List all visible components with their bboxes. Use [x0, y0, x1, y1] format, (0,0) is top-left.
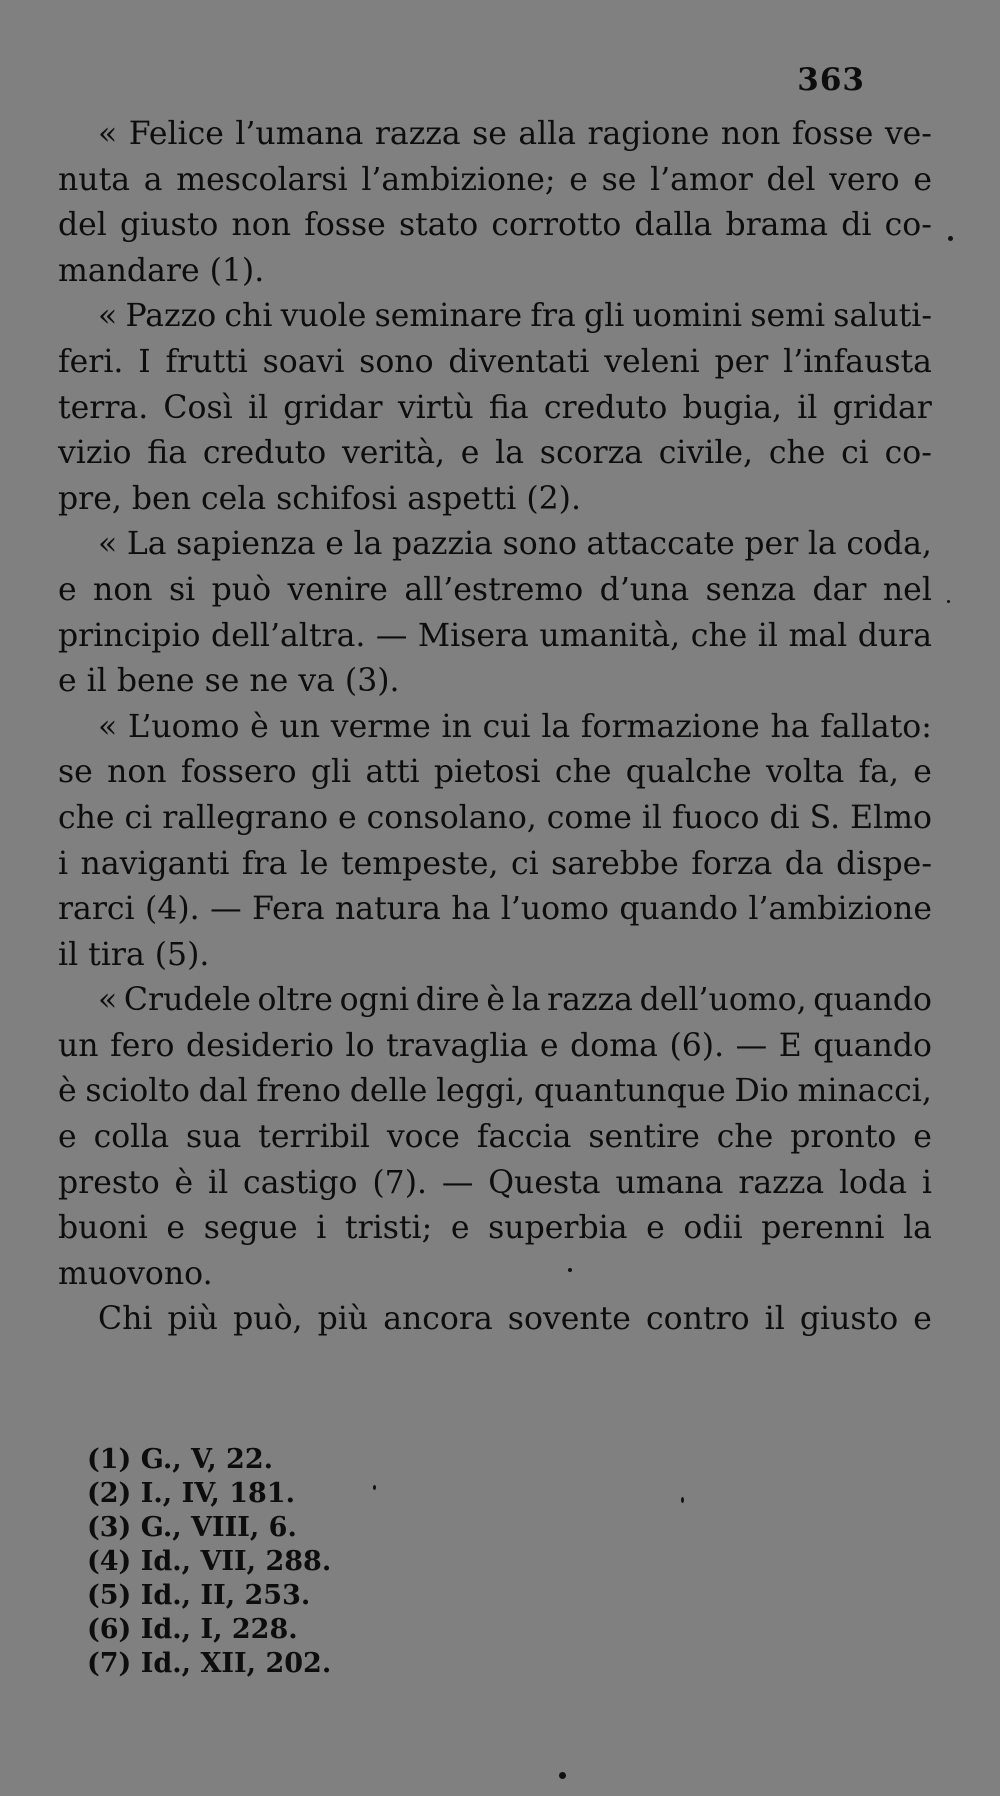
word: è: [486, 982, 505, 1019]
word: non: [231, 207, 292, 244]
word: è: [58, 1073, 77, 1110]
body-text: [58, 112, 932, 1343]
word: l’umana: [235, 116, 364, 152]
text-line: [58, 386, 932, 432]
word: fia: [147, 435, 188, 472]
word: fallato:: [820, 708, 932, 745]
word: presto: [58, 1164, 160, 1201]
scan-speck: [568, 1268, 572, 1272]
text-line: [58, 1297, 932, 1343]
word: Fera: [251, 891, 325, 928]
word: fossero: [180, 754, 297, 791]
word: qualche: [625, 754, 752, 791]
word: e: [460, 435, 480, 472]
word: naviganti: [80, 845, 230, 882]
word: virtù: [397, 389, 474, 426]
word: non: [720, 116, 781, 152]
word: voce: [386, 1119, 460, 1156]
word: uomini: [632, 298, 743, 335]
word: fosse: [791, 116, 874, 152]
word: cui: [482, 708, 531, 745]
word: chi: [224, 298, 273, 335]
word: sono: [359, 343, 434, 380]
word: e: [58, 1119, 77, 1156]
word: E: [778, 1027, 802, 1064]
word: e: [913, 161, 932, 198]
word: —: [441, 1164, 474, 1201]
word: più: [317, 1301, 369, 1338]
text-line: e il bene se ne va (3).: [58, 663, 400, 700]
word: perenni: [761, 1210, 885, 1247]
word: fia: [488, 389, 529, 426]
word: veleni: [604, 343, 700, 380]
word: ragione: [587, 116, 710, 152]
word: fa,: [858, 754, 899, 791]
word: razza: [374, 116, 461, 152]
footnote: (5) Id., II, 253.: [87, 1580, 311, 1611]
word: I: [138, 343, 151, 380]
word: giusto: [120, 207, 219, 244]
text-line: [58, 1024, 932, 1070]
text-line: [58, 705, 932, 751]
text-line: [58, 340, 932, 386]
word: Crudele: [123, 982, 251, 1019]
scan-speck: [559, 1772, 566, 1779]
word: L’uomo: [127, 708, 240, 745]
word: dal: [198, 1073, 248, 1110]
word: atti: [365, 754, 420, 791]
text-line: [58, 1115, 932, 1161]
word: giusto: [799, 1301, 899, 1338]
footnotes: [87, 1443, 331, 1681]
word: razza: [547, 982, 633, 1019]
word: che: [768, 435, 826, 472]
scan-speck: [948, 236, 953, 241]
word: i: [316, 1210, 327, 1247]
text-line: [58, 568, 932, 614]
word: è: [250, 708, 269, 745]
word: nuta: [58, 161, 131, 198]
text-line: [58, 842, 932, 888]
text-line: [58, 294, 932, 340]
word: seminare: [374, 298, 523, 335]
word: Pazzo: [125, 298, 217, 335]
word: Questa: [488, 1164, 601, 1201]
word: odii: [683, 1210, 743, 1247]
word: l’uomo: [500, 891, 609, 928]
word: «: [98, 982, 118, 1019]
word: loda: [838, 1164, 907, 1201]
word: pietosi: [433, 754, 541, 791]
word: che: [58, 799, 115, 836]
word: «: [98, 526, 118, 563]
word: di: [769, 799, 800, 836]
word: Così: [163, 389, 233, 426]
word: il: [641, 799, 662, 836]
word: diventati: [448, 343, 590, 380]
word: gli: [310, 754, 352, 791]
word: creduto: [543, 389, 668, 426]
word: la: [495, 435, 525, 472]
word: umanità,: [539, 617, 681, 654]
word: l’ambizione: [748, 891, 932, 928]
word: dispe-: [836, 845, 932, 882]
word: castigo: [243, 1164, 358, 1201]
text-line: [58, 203, 932, 249]
word: quando: [813, 1027, 932, 1064]
scan-speck: [681, 1497, 684, 1503]
word: la: [511, 982, 541, 1019]
word: fero: [110, 1027, 175, 1064]
word: sovente: [507, 1301, 631, 1338]
word: più: [167, 1301, 219, 1338]
word: soavi: [262, 343, 345, 380]
word: i: [921, 1164, 932, 1201]
word: leggi,: [436, 1073, 526, 1110]
word: ha: [451, 891, 491, 928]
word: la: [541, 708, 571, 745]
text-line: [58, 112, 932, 158]
text-line: [58, 1069, 932, 1115]
word: e: [58, 571, 77, 608]
word: co-: [884, 207, 932, 244]
word: non: [107, 754, 167, 791]
word: —: [735, 1027, 768, 1064]
word: terribil: [258, 1119, 370, 1156]
word: mescolarsi: [176, 161, 348, 198]
word: un: [58, 1027, 99, 1064]
word: travaglia: [386, 1027, 529, 1064]
word: che: [716, 1119, 774, 1156]
word: sono: [502, 526, 577, 563]
word: come: [546, 799, 632, 836]
word: fra: [530, 298, 576, 335]
word: all’estremo: [404, 571, 584, 608]
word: Chi: [98, 1301, 153, 1338]
text-line: [58, 796, 932, 842]
text-line: [58, 1206, 932, 1252]
word: vero: [829, 161, 900, 198]
footnote: (4) Id., VII, 288.: [87, 1546, 332, 1577]
word: in: [441, 708, 472, 745]
word: creduto: [202, 435, 327, 472]
word: il: [247, 389, 269, 426]
word: buoni: [58, 1210, 148, 1247]
word: feri.: [58, 343, 124, 380]
word: frutti: [165, 343, 248, 380]
word: gridar: [832, 389, 932, 426]
word: freno: [256, 1073, 342, 1110]
word: attaccate: [586, 526, 735, 563]
word: l’infausta: [783, 343, 932, 380]
footnote: (1) G., V, 22.: [87, 1444, 274, 1475]
word: il: [208, 1164, 229, 1201]
word: del: [766, 161, 816, 198]
word: natura: [335, 891, 441, 928]
footnote: (3) G., VIII, 6.: [87, 1512, 297, 1543]
word: verità,: [341, 435, 446, 472]
word: l’amor: [650, 161, 753, 198]
word: —: [210, 891, 242, 928]
word: per: [744, 526, 799, 563]
text-line: mandare (1).: [58, 252, 265, 289]
word: e: [325, 526, 344, 563]
text-line: [58, 431, 932, 477]
word: ancora: [383, 1301, 493, 1338]
word: gli: [584, 298, 625, 335]
word: Misera: [417, 617, 529, 654]
word: «: [98, 298, 118, 335]
word: un: [279, 708, 321, 745]
word: minacci,: [797, 1073, 932, 1110]
word: Elmo: [850, 799, 932, 836]
word: segue: [203, 1210, 298, 1247]
page-number: 363: [797, 62, 865, 98]
word: brama: [725, 207, 829, 244]
scan-speck: [373, 1485, 376, 1490]
word: pronto: [790, 1119, 897, 1156]
word: alla: [518, 116, 577, 152]
word: faccia: [476, 1119, 572, 1156]
text-line: muovono.: [58, 1255, 213, 1292]
word: ogni: [339, 982, 410, 1019]
word: e: [646, 1210, 665, 1247]
word: non: [93, 571, 153, 608]
word: «: [98, 708, 118, 745]
word: e: [569, 161, 588, 198]
word: ve-: [884, 116, 932, 152]
word: quando: [619, 891, 739, 928]
word: e: [450, 1210, 470, 1247]
word: sarebbe: [551, 845, 679, 882]
word: dire: [415, 982, 480, 1019]
word: i: [58, 845, 69, 882]
word: è: [174, 1164, 194, 1201]
word: desiderio: [186, 1027, 334, 1064]
word: che: [554, 754, 612, 791]
word: per: [714, 343, 769, 380]
word: del: [58, 207, 107, 244]
word: da: [784, 845, 824, 882]
word: (6).: [669, 1027, 725, 1064]
word: scorza: [539, 435, 643, 472]
word: fuoco: [671, 799, 760, 836]
footnote: (2) I., IV, 181.: [87, 1478, 295, 1509]
word: Felice: [128, 116, 224, 152]
word: (4).: [145, 891, 200, 928]
word: quantunque: [533, 1073, 726, 1110]
word: a: [143, 161, 163, 198]
word: la: [903, 1210, 932, 1247]
word: razza: [738, 1164, 825, 1201]
word: nel: [882, 571, 932, 608]
word: stato: [398, 207, 479, 244]
word: corrotto: [491, 207, 622, 244]
word: pazzia: [391, 526, 493, 563]
word: fra: [241, 845, 288, 882]
word: la: [807, 526, 837, 563]
word: che: [690, 617, 748, 654]
word: tempeste,: [341, 845, 499, 882]
word: vuole: [280, 298, 367, 335]
word: terra.: [58, 389, 149, 426]
word: e: [913, 1301, 932, 1338]
word: il: [757, 617, 778, 654]
word: S.: [809, 799, 841, 836]
word: sciolto: [85, 1073, 190, 1110]
word: l’ambizione;: [361, 161, 556, 198]
word: la: [353, 526, 383, 563]
word: se: [601, 161, 637, 198]
word: ci: [510, 845, 539, 882]
word: civile,: [658, 435, 754, 472]
word: superbia: [488, 1210, 628, 1247]
word: oltre: [257, 982, 333, 1019]
word: il: [764, 1301, 785, 1338]
word: sapienza: [176, 526, 316, 563]
word: mal: [788, 617, 848, 654]
text-line: [58, 158, 932, 204]
word: semi: [750, 298, 826, 335]
text-line: [58, 522, 932, 568]
word: venire: [287, 571, 388, 608]
word: rallegrano: [162, 799, 329, 836]
word: doma: [570, 1027, 658, 1064]
word: umana: [615, 1164, 724, 1201]
text-line: [58, 614, 932, 660]
word: dell’altra.: [211, 617, 366, 654]
word: tristi;: [344, 1210, 433, 1247]
word: delle: [349, 1073, 428, 1110]
word: coda,: [846, 526, 932, 563]
word: si: [168, 571, 196, 608]
text-line: il tira (5).: [58, 936, 210, 973]
word: ci: [841, 435, 869, 472]
word: formazione: [580, 708, 760, 745]
text-line: pre, ben cela schifosi aspetti (2).: [58, 480, 581, 517]
word: dell’uomo,: [639, 982, 807, 1019]
word: e: [338, 799, 357, 836]
word: consolano,: [366, 799, 537, 836]
word: contro: [646, 1301, 750, 1338]
scan-speck: [947, 600, 950, 603]
word: sentire: [588, 1119, 700, 1156]
word: volta: [765, 754, 845, 791]
word: sua: [186, 1119, 242, 1156]
word: «: [98, 116, 118, 152]
word: colla: [93, 1119, 170, 1156]
word: e: [166, 1210, 186, 1247]
word: gridar: [283, 389, 383, 426]
text-line: [58, 887, 932, 933]
word: d’una: [599, 571, 690, 608]
word: (7).: [372, 1164, 427, 1201]
word: ci: [124, 799, 153, 836]
word: e: [539, 1027, 559, 1064]
text-line: [58, 978, 932, 1024]
text-line: [58, 1161, 932, 1207]
word: verme: [330, 708, 431, 745]
word: rarci: [58, 891, 135, 928]
word: co-: [884, 435, 932, 472]
word: lo: [345, 1027, 375, 1064]
word: senza: [705, 571, 797, 608]
footnote: (6) Id., I, 228.: [87, 1614, 298, 1645]
word: e: [913, 754, 932, 791]
word: fosse: [304, 207, 386, 244]
word: le: [299, 845, 329, 882]
word: —: [375, 617, 408, 654]
footnote: (7) Id., XII, 202.: [87, 1648, 332, 1679]
word: ha: [770, 708, 810, 745]
word: forza: [691, 845, 773, 882]
word: il: [797, 389, 818, 426]
word: se: [58, 754, 93, 791]
word: dar: [812, 571, 867, 608]
word: se: [472, 116, 507, 152]
word: bugia,: [682, 389, 782, 426]
word: e: [913, 1119, 932, 1156]
word: può: [211, 571, 272, 608]
word: quando: [813, 982, 932, 1019]
word: principio: [58, 617, 201, 654]
word: Dio: [734, 1073, 789, 1110]
word: La: [126, 526, 167, 563]
word: può,: [233, 1301, 303, 1338]
word: saluti-: [833, 298, 932, 335]
word: vizio: [58, 435, 132, 472]
word: di: [841, 207, 872, 244]
word: dalla: [634, 207, 713, 244]
text-line: [58, 750, 932, 796]
word: dura: [857, 617, 932, 654]
